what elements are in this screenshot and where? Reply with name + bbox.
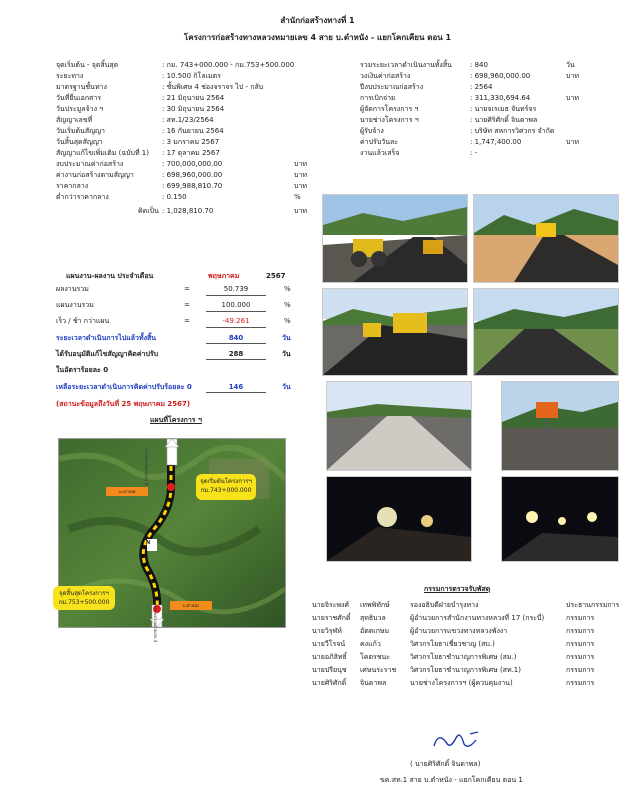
right-info-row	[360, 137, 580, 148]
left-info-row	[56, 82, 316, 93]
photo-road-sign	[501, 381, 619, 471]
project-info-right	[360, 60, 580, 180]
info-value: : 16 กันยายน 2564	[162, 127, 224, 135]
info-label: วันที่ยื่นเอกสาร	[56, 94, 102, 102]
info-label: ปีงบประมาณก่อสร้าง	[360, 83, 424, 91]
end-callout-km: กม.753+500.000	[58, 599, 110, 606]
info-unit: บาท	[294, 160, 307, 168]
info-value: : 311,330,694.64	[470, 94, 531, 102]
start-callout-title: จุดเริ่มต้นโครงการฯ	[200, 478, 252, 485]
fine-label: ได้รับอนุมัติแก้ไขสัญญาคิดค่าปรับ	[56, 350, 159, 358]
info-value: : 698,960,000.00	[162, 171, 223, 179]
info-unit: บาท	[566, 138, 579, 146]
org-name: สำนักก่อสร้างทางที่ 1	[280, 16, 355, 25]
info-label: งบประมาณค่าก่อสร้าง	[56, 160, 124, 168]
diff-unit: บาท	[294, 207, 307, 215]
info-value: : 700,000,000.00	[162, 160, 223, 168]
right-info-row	[360, 93, 580, 104]
info-label: สัญญาแก้ไขเพิ่มเติม (ฉบับที่ 1)	[56, 149, 149, 157]
info-unit: บาท	[566, 94, 579, 102]
info-value: : นายศิริศักดิ์ จินดาพล	[470, 116, 538, 124]
info-label: นายช่างโครงการ ฯ	[360, 116, 419, 124]
member-role: กรรมการ	[566, 640, 595, 648]
photo-concrete-lane	[326, 381, 472, 471]
left-info-row	[56, 192, 316, 203]
member-last-name: จินดาพล	[360, 679, 387, 687]
member-position: นายช่างโครงการฯ (ผู้ควบคุมงาน)	[410, 679, 513, 687]
diff-label: คิดเป็น	[138, 207, 159, 215]
committee-row	[312, 639, 630, 652]
left-info-row	[56, 60, 316, 71]
photo-paver	[473, 194, 619, 283]
info-label: จุดเริ่มต้น - จุดสิ้นสุด	[56, 61, 119, 69]
left-info-row	[56, 159, 316, 170]
member-first-name: นายวีโรจน์	[312, 640, 346, 648]
member-last-name: เทพพิทักษ์	[360, 601, 390, 609]
committee-row	[312, 600, 630, 613]
map-title: แผนที่โครงการ ฯ	[150, 416, 202, 424]
progress-row	[56, 284, 306, 298]
progress-month: พฤษภาคม	[208, 272, 240, 280]
right-info-row	[360, 60, 580, 71]
member-role: กรรมการ	[566, 666, 595, 674]
info-value: : 21 มิถุนายน 2564	[162, 94, 225, 102]
top-road-sign: ทางหลวงหมายเลข 4	[144, 449, 149, 486]
left-info-row	[56, 104, 316, 115]
info-value: : สท.1/23/2564	[162, 116, 214, 124]
left-info-row	[56, 126, 316, 137]
progress-unit: %	[284, 301, 291, 309]
info-value: : 698,960,000.00	[470, 72, 531, 80]
info-value: : -	[470, 149, 478, 157]
village-tag-north: บ.เขาเทพ	[106, 487, 148, 496]
remaining-unit: วัน	[282, 383, 291, 391]
progress-row	[56, 300, 306, 314]
member-role: ประธานกรรมการ	[566, 601, 620, 609]
info-unit: %	[294, 193, 301, 201]
member-role: กรรมการ	[566, 614, 595, 622]
info-label: งานแล้วเสร็จ	[360, 149, 400, 157]
member-last-name: โคตรชนะ	[360, 653, 391, 661]
info-label: วันประมูลจ้าง ฯ	[56, 105, 104, 113]
member-role: กรรมการ	[566, 679, 595, 687]
start-callout	[196, 474, 256, 500]
info-value: : 1,747,400.00	[470, 138, 522, 146]
info-label: ระยะทาง	[56, 72, 84, 80]
member-last-name: เศษนระราช	[360, 666, 397, 674]
member-first-name: นายปรียนุช	[312, 666, 347, 674]
member-first-name: นายราชศักดิ์	[312, 614, 351, 622]
member-position: รองอธิบดีฝ่ายบำรุงทาง	[410, 601, 479, 609]
info-label: วงเงินค่าก่อสร้าง	[360, 72, 411, 80]
member-first-name: นายจิระพงศ์	[312, 601, 349, 609]
info-value: : 3 มกราคม 2567	[162, 138, 220, 146]
photo-night-work	[326, 476, 472, 562]
right-info-row	[360, 115, 580, 126]
remaining-label: เหลือระยะเวลาดำเนินการคิดค่าปรับร้อยละ 0	[56, 383, 192, 391]
info-label: รวมระยะเวลาดำเนินงานทั้งสิ้น	[360, 61, 452, 69]
progress-eq: =	[184, 285, 190, 293]
signature-mark	[430, 728, 490, 752]
info-label: สัญญาเลขที่	[56, 116, 93, 124]
left-info-row	[56, 115, 316, 126]
member-position: ผู้อำนวยการแขวงทางหลวงพังงา	[410, 627, 508, 635]
progress-unit: %	[284, 285, 291, 293]
info-label: ต่ำกว่าราคากลาง	[56, 193, 109, 201]
signature-name: ( นายศิริศักดิ์ จินดาพล)	[410, 760, 481, 768]
progress-label: เร็ว / ช้า กว่าแผน	[56, 317, 110, 325]
progress-value: 100.000	[206, 300, 266, 312]
info-label: ค่าปรับวันละ	[360, 138, 399, 146]
member-role: กรรมการ	[566, 653, 595, 661]
member-last-name: สุทธิบวล	[360, 614, 386, 622]
info-unit: บาท	[294, 171, 307, 179]
project-title: โครงการก่อสร้างทางหลวงหมายเลข 4 สาย บ.ตำหนัง - แยกโคกเคียน ตอน 1	[183, 33, 452, 42]
penalty-rate: ในอัตราร้อยละ 0	[56, 366, 109, 374]
end-callout-title: จุดสิ้นสุดโครงการฯ	[59, 590, 109, 597]
left-info-row	[56, 170, 316, 181]
member-first-name: นายวิรุฬห์	[312, 627, 342, 635]
signature-position: ขค.สท.1 สาย บ.ตำหนัง - แยกโคกเคียน ตอน 1	[380, 776, 523, 784]
info-label: ผู้รับจ้าง	[360, 127, 384, 135]
progress-year: 2567	[266, 272, 286, 280]
total-days-unit: วัน	[282, 334, 291, 342]
committee-row	[312, 652, 630, 665]
village-tag-south: บ.ตำหนัง	[170, 601, 212, 610]
info-value: : 0.150	[162, 193, 187, 201]
fine-unit: วัน	[282, 350, 291, 358]
progress-label: แผนงานรวม	[56, 301, 94, 309]
left-info-row	[56, 148, 316, 159]
member-position: วิศวกรโยธาเชี่ยวชาญ (สบ.)	[410, 640, 495, 648]
info-value: : 699,988,810.70	[162, 182, 223, 190]
info-label: ค่างานก่อสร้างตามสัญญา	[56, 171, 134, 179]
status-note: (สถานะข้อมูลถึงวันที่ 25 พฤษภาคม 2567)	[56, 400, 191, 408]
progress-eq: =	[184, 317, 190, 325]
info-label: วันสิ้นสุดสัญญา	[56, 138, 103, 146]
info-value: : 17 ตุลาคม 2567	[162, 149, 220, 157]
photo-finished-road	[473, 288, 619, 376]
progress-unit: %	[284, 317, 291, 325]
total-days-value: 840	[206, 334, 266, 344]
right-info-row	[360, 82, 580, 93]
info-value: : 10.500 กิโลเมตร	[162, 72, 221, 80]
diff-value: : 1,028,810.70	[162, 207, 214, 215]
member-last-name: คงแก้ว	[360, 640, 381, 648]
info-label: ราคากลาง	[56, 182, 89, 190]
info-value: : บริษัท สหการวิศวกร จำกัด	[470, 127, 555, 135]
start-callout-km: กม.743+000.000	[200, 487, 252, 494]
project-info-left	[56, 60, 316, 260]
progress-value: 50.739	[206, 284, 266, 296]
info-unit: บาท	[566, 72, 579, 80]
committee-title: กรรมการตรวจรับพัสดุ	[424, 585, 491, 593]
info-value: : นายจเรเมธ จันทร์จร	[470, 105, 537, 113]
left-info-row	[56, 71, 316, 82]
photo-road-roller	[322, 194, 468, 283]
left-info-row	[56, 137, 316, 148]
member-last-name: อัตตเกษม	[360, 627, 390, 635]
right-info-row	[360, 104, 580, 115]
photo-night-lights	[501, 476, 619, 562]
fine-value: 288	[206, 350, 266, 360]
progress-rows	[56, 284, 306, 332]
committee-table	[312, 600, 630, 700]
member-role: กรรมการ	[566, 627, 595, 635]
info-label: มาตรฐานชั้นทาง	[56, 83, 107, 91]
info-value: : 2564	[470, 83, 493, 91]
diff-row	[56, 206, 316, 217]
committee-row	[312, 626, 630, 639]
member-position: วิศวกรโยธาชำนาญการพิเศษ (สม.)	[410, 653, 517, 661]
bottom-road-sign: ทางหลวงหมายเลข 4	[153, 606, 158, 643]
right-info-row	[360, 148, 580, 159]
progress-title: แผนงาน-ผลงาน ประจำเดือน	[66, 272, 154, 280]
compass-icon: N	[146, 540, 151, 546]
info-value: : 840	[470, 61, 488, 69]
member-position: วิศวกรโยธาชำนาญการพิเศษ (สท.1)	[410, 666, 521, 674]
info-value: : กม. 743+000.000 - กม.753+500.000	[162, 61, 295, 69]
photo-asphalt-paving	[322, 288, 468, 376]
right-info-row	[360, 126, 580, 137]
member-first-name: นายศิริศักดิ์	[312, 679, 347, 687]
info-label: ผู้จัดการโครงการ ฯ	[360, 105, 419, 113]
info-label: การเบิกจ่าย	[360, 94, 396, 102]
end-callout	[53, 586, 115, 610]
info-value: : ชั้นพิเศษ 4 ช่องจราจร ไป - กลับ	[162, 83, 264, 91]
right-info-row	[360, 71, 580, 82]
left-info-row	[56, 181, 316, 192]
committee-row	[312, 665, 630, 678]
progress-label: ผลงานรวม	[56, 285, 89, 293]
member-position: ผู้อำนวยการสำนักงานทางหลวงที่ 17 (กระบี่)	[410, 614, 545, 622]
progress-eq: =	[184, 301, 190, 309]
remaining-value: 146	[206, 383, 266, 393]
info-unit: วัน	[566, 61, 575, 69]
info-label: วันเริ่มต้นสัญญา	[56, 127, 105, 135]
committee-row	[312, 613, 630, 626]
member-first-name: นายอภิสิทธิ์	[312, 653, 347, 661]
progress-row	[56, 316, 306, 330]
left-info-row	[56, 93, 316, 104]
info-unit: บาท	[294, 182, 307, 190]
committee-row	[312, 678, 630, 691]
progress-value: -49.261	[206, 316, 266, 328]
info-value: : 30 มิถุนายน 2564	[162, 105, 225, 113]
total-days-label: ระยะเวลาดำเนินการไปแล้วทั้งสิ้น	[56, 334, 157, 342]
